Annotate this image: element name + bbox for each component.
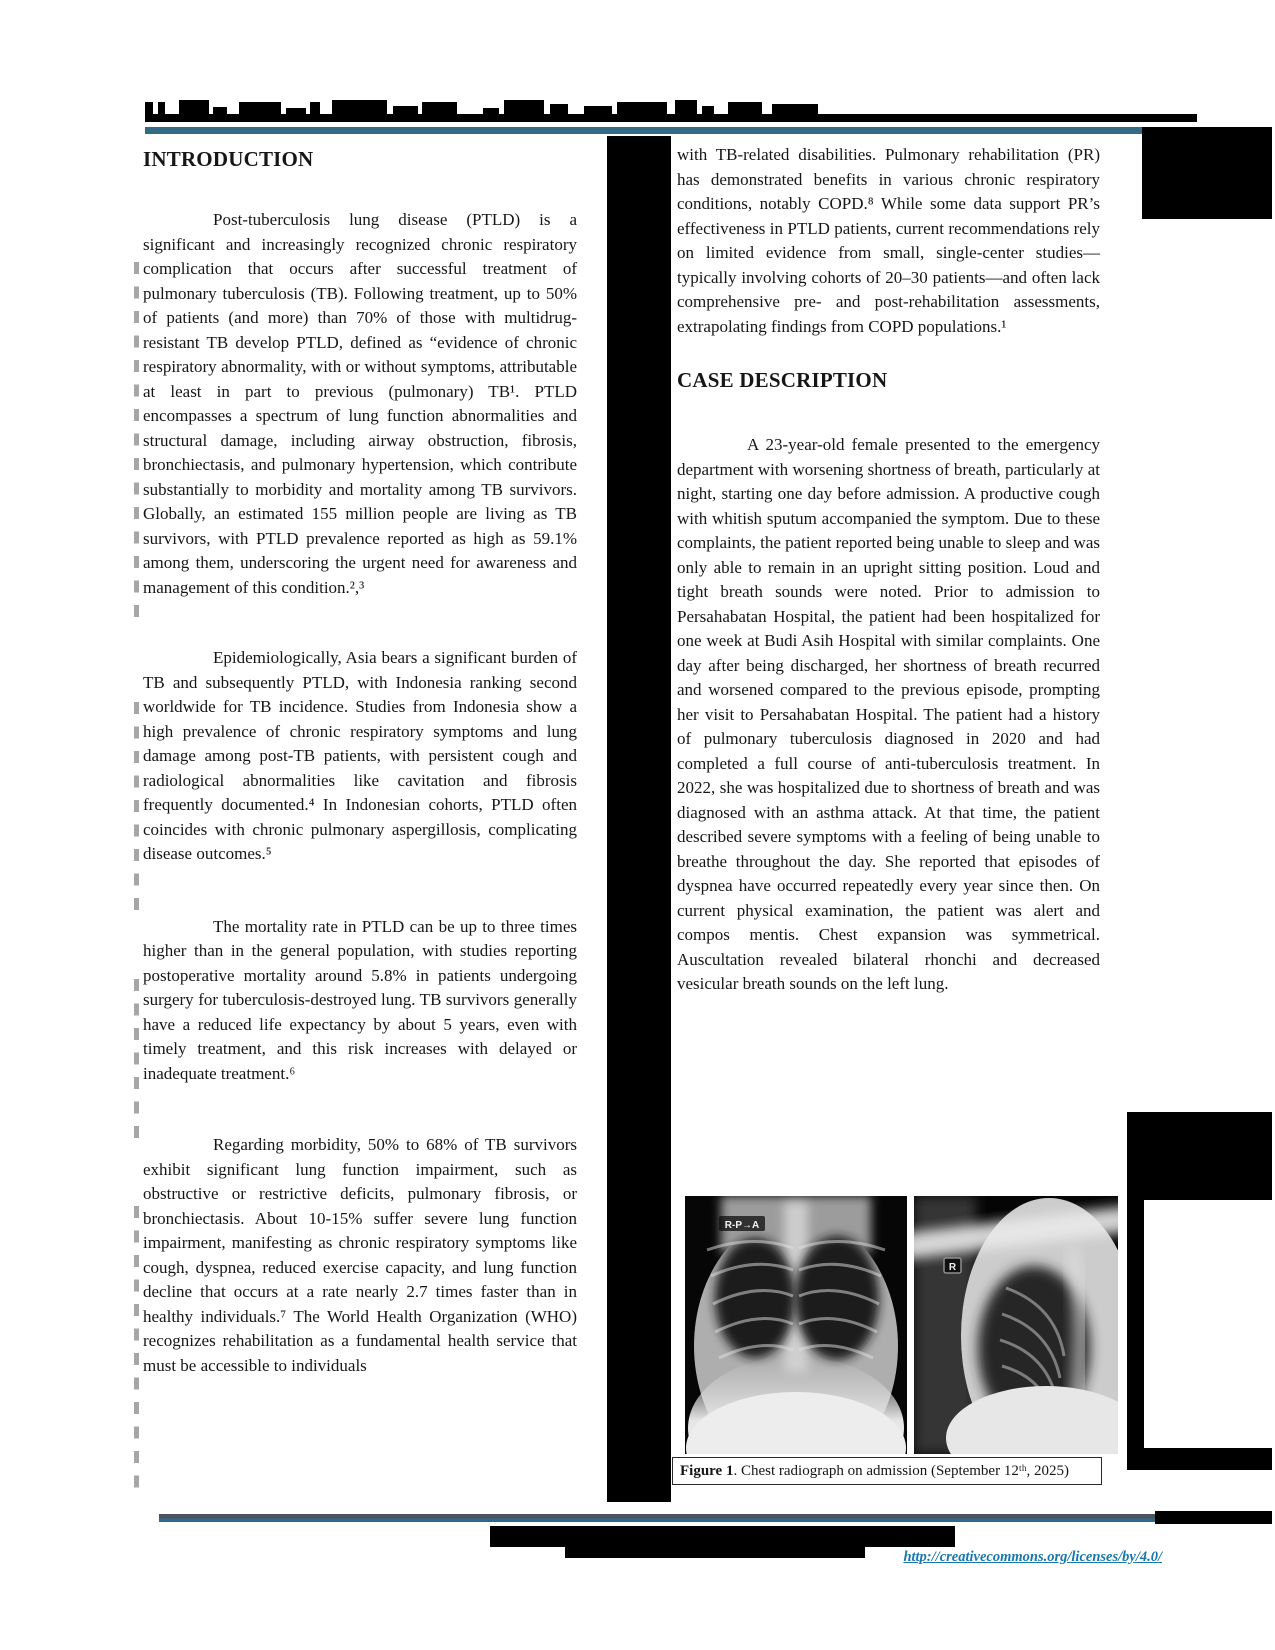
redaction-block-footer <box>490 1526 955 1547</box>
lateral-chest-xray <box>914 1196 1118 1454</box>
paragraph: A 23-year-old female presented to the emergency department with worsening shortness of breath, particularly at night, starting one day before admission. A productive cough with whitish sputum accompanied the symptom. Due to these complaints, the patient reported being unable to sleep and was only able to remain in an upright sitting position. Loud and tight breath sounds were noted. Prior to admission to Persahabatan Hospital, the patient had been hospitalized for one week at Budi Asih Hospital with similar complaints. One day after being discharged, her shortness of breath recurred and worsened compared to the previous episode, prompting her visit to Persahabatan Hospital. The patient had a history of pulmonary tuberculosis diagnosed in 2020 and had completed a full course of anti-tuberculosis treatment. In 2022, she was hospitalized due to shortness of breath and was diagnosed with an asthma attack. At that time, the patient described severe symptoms with a feeling of being unable to breathe throughout the day. She reported that episodes of dyspnea have occurred repeatedly every year since then. On current physical examination, the patient was alert and compos mentis. Chest expansion was symmetrical. Auscultation revealed bilateral rhonchi and decreased vesicular breath sounds on the left lung. <box>677 435 1100 993</box>
paragraph: Regarding morbidity, 50% to 68% of TB survivors exhibit significant lung function impairment, such as obstructive or restrictive deficits, pulmonary fibrosis, or bronchiectasis. About 10-15% suffer severe lung function impairment, manifesting as chronic respiratory symptoms like cough, dyspnea, reduced exercise capacity, and lung function decline that occurs at a rate nearly 2.7 times faster than in healthy individuals.⁷ The World Health Organization (WHO) recognizes rehabilitation as a fundamental health service that must be accessible to individuals <box>143 1135 577 1375</box>
pa-chest-xray <box>685 1196 907 1454</box>
margin-artifact <box>134 979 139 1147</box>
paragraph: Epidemiologically, Asia bears a significant burden of TB and subsequently PTLD, with Indonesia ranking second worldwide for TB incidence. Studies from Indonesia show a high prevalence of chronic respiratory symptoms and lung damage among post-TB patients, with persistent cough and radiological abnormalities like cavitation and fibrosis frequently documented.⁴ In Indonesian cohorts, PTLD often coincides with chronic pulmonary aspergillosis, complicating disease outcomes.⁵ <box>143 648 577 863</box>
right-column <box>677 143 1100 997</box>
figure-caption <box>672 1457 1102 1485</box>
redaction-bar <box>145 114 1197 122</box>
lateral-orientation-label: R <box>948 1262 957 1273</box>
header-rule <box>145 127 1142 134</box>
creative-commons-license-link[interactable]: http://creativecommons.org/licenses/by/4.0/ <box>903 1549 1162 1565</box>
license-link-container <box>840 1549 1162 1566</box>
footer-rule <box>159 1514 1155 1522</box>
redaction-column-divider <box>607 136 671 1502</box>
section-heading-case-description: CASE DESCRIPTION <box>677 368 888 392</box>
paragraph: Post-tuberculosis lung disease (PTLD) is a significant and increasingly recognized chronic respiratory complication that occurs after successful treatment of pulmonary tuberculosis (TB). Following treatment, up to 50% of patients (and more) than 70% of those with multidrug-resistant TB develop PTLD, defined as “evidence of chronic respiratory abnormality, with or without symptoms, attributable at least in part to previous (pulmonary) TB¹. PTLD encompasses a spectrum of lung function abnormalities and structural damage, including airway obstruction, fibrosis, bronchiectasis, and pulmonary hypertension, which contribute substantially to morbidity and mortality among TB survivors. Globally, an estimated 155 million people are living as TB survivors, with PTLD prevalence reported as high as 59.1% among them, underscoring the urgent need for awareness and management of this condition.²,³ <box>143 210 577 597</box>
margin-artifact <box>134 702 139 920</box>
paragraph: The mortality rate in PTLD can be up to three times higher than in the general population, with studies reporting postoperative mortality around 5.8% in patients undergoing surgery for tuberculosis-destroyed lung. TB survivors generally have a reduced life expectancy by about 5 years, even with timely treatment, and this risk increases with delayed or inadequate treatment.⁶ <box>143 916 577 1083</box>
redaction-bar-footer <box>565 1547 865 1558</box>
figure-caption-number: Figure 1 <box>680 1463 734 1479</box>
redaction-bar-bottom-right <box>1155 1511 1272 1524</box>
margin-artifact <box>134 262 139 627</box>
redaction-block-right <box>1127 1112 1272 1200</box>
paragraph: with TB-related disabilities. Pulmonary rehabilitation (PR) has demonstrated benefits in various chronic respiratory conditions, notably COPD.⁸ While some data support PR’s effectiveness in PTLD patients, current recommendations rely on limited evidence from small, single-center studies—typically involving cohorts of 20–30 patients—and often lack comprehensive pre- and post-rehabilitation assessments, extrapolating findings from COPD populations.¹ <box>677 145 1100 336</box>
left-column <box>143 146 577 1378</box>
redaction-block-top-right <box>1142 127 1272 219</box>
redaction-block-right-bottom <box>1144 1448 1272 1470</box>
section-heading-introduction: INTRODUCTION <box>143 147 314 171</box>
pa-orientation-label: R-P→A <box>724 1220 760 1231</box>
margin-artifact <box>134 1206 139 1498</box>
figure-caption-text: . Chest radiograph on admission (September 12ᵗʰ, 2025) <box>733 1463 1070 1479</box>
redaction-strip-right <box>1127 1200 1144 1470</box>
